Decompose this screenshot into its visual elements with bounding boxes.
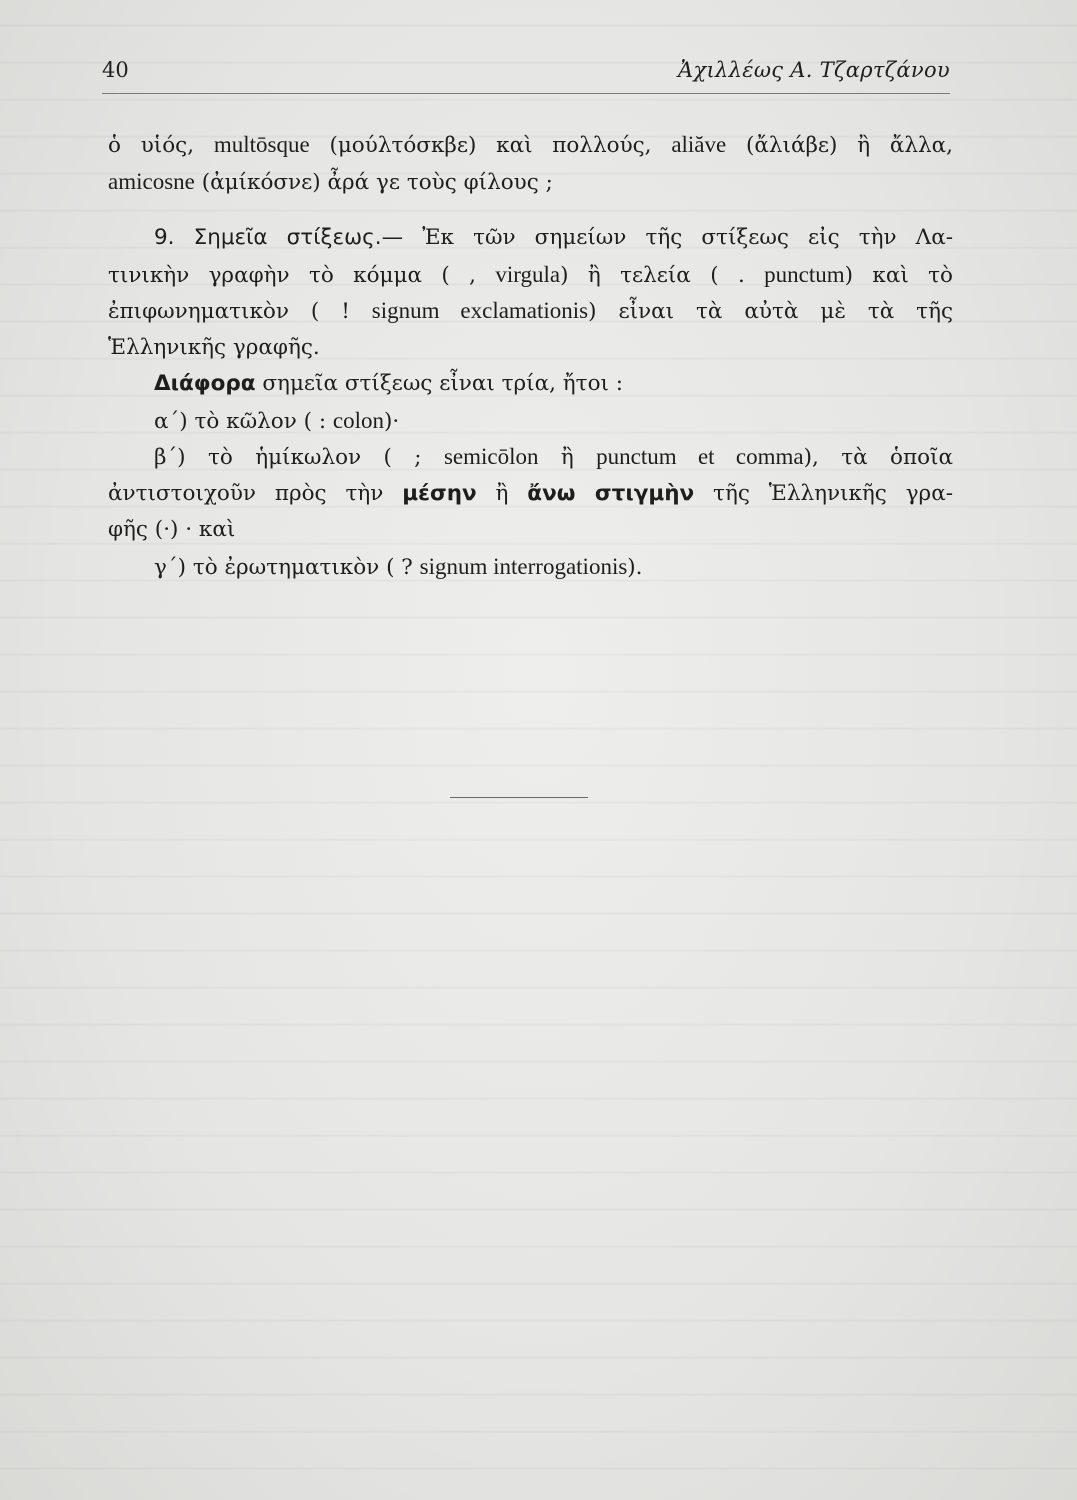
text-line: ἀντιστοιχοῦν πρὸς τὴν μέσην ἢ ἄνω στιγμὴν τῆς Ἑλληνικῆς γρα- <box>108 480 953 506</box>
running-head <box>102 58 950 88</box>
list-item: α΄) τὸ κῶλον ( : colon)· <box>154 407 400 434</box>
section-heading: 9. Σημεῖα στίξεως.— <box>154 225 404 250</box>
list-item: β΄) τὸ ἡμίκωλον ( ; semicōlon ἢ punctum et comma), τὰ ὁποῖα <box>154 444 953 470</box>
text-line: Διάφορα σημεῖα στίξεως εἶναι τρία, ἤτοι : <box>154 371 624 396</box>
section-heading-line: 9. Σημεῖα στίξεως.— Ἐκ τῶν σημείων τῆς στίξεως εἰς τὴν Λα- <box>154 225 953 250</box>
text-line: amicosne (ἀμίκόσνε) ἆρά γε τοὺς φίλους ; <box>108 168 553 195</box>
emphasis-heading: Διάφορα <box>154 371 256 396</box>
header-author: Ἀχιλλέως Α. Τζαρτζάνου <box>678 58 950 82</box>
section-end-rule <box>450 797 588 798</box>
page-number: 40 <box>102 58 129 82</box>
header-rule <box>102 93 950 94</box>
text-line: τινικὴν γραφὴν τὸ κόμμα ( , virgula) ἢ τελεία ( . punctum) καὶ τὸ <box>108 261 954 288</box>
text-line: ἐπιφωνηματικὸν ( ! signum exclamationis) εἶναι τὰ αὐτὰ μὲ τὰ τῆς <box>108 298 953 324</box>
list-item: γ΄) τὸ ἐρωτηματικὸν ( ? signum interrogationis). <box>154 553 643 580</box>
paragraph-spacer <box>108 200 953 220</box>
text-line: Ἑλληνικῆς γραφῆς. <box>108 334 320 360</box>
text-line: ὁ υἱός, multōsque (μούλτόσκβε) καὶ πολλούς, aliăve (ἄλιάβε) ἢ ἄλλα, <box>108 132 953 158</box>
body-text <box>108 127 953 585</box>
text-line: φῆς (·) · καὶ <box>108 517 236 542</box>
